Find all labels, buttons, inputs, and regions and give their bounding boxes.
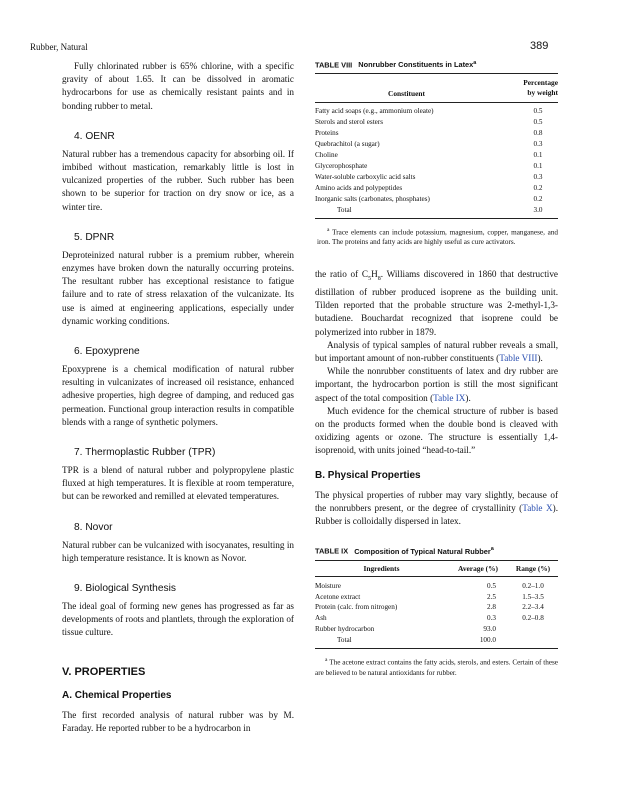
table-row	[315, 624, 558, 635]
table-ix-cell: 0.2–0.8	[522, 614, 544, 623]
table-viii-cell: 0.1	[533, 151, 543, 160]
heading-oenr: 4. OENR	[74, 130, 115, 142]
table-ix-footnote	[315, 655, 558, 678]
paragraph-epoxyprene: Epoxyprene is a chemical modification of natural rubber resulting in vulcanizates of increased oil resistance, enhanced adhesive properties, high degree of damping, and reduced gas permeation. Functional group interaction results in compatible blends with a range of synthetic polymers.	[62, 364, 294, 427]
table-viii-caption-mark: a	[473, 60, 477, 66]
table-viii-header-percentage	[498, 74, 558, 100]
table-viii-cell: Water-soluble carboxylic acid salts	[315, 172, 416, 181]
paragraph-analysis-text: Analysis of typical samples of natural rubber reveals a small, but important amount of non-rubber constituents (	[315, 339, 558, 363]
table-ix-caption	[315, 546, 558, 555]
paragraph-biological-synthesis: The ideal goal of forming new genes has progressed as far as developments of roots and plantlets, through the exploration of tissue culture.	[62, 601, 294, 638]
table-ix-cell: 2.2–3.4	[522, 603, 544, 612]
table-viii-header-percentage-line1: Percentage	[523, 78, 558, 88]
paragraph-ratio-text-2: . Williams discovered in 1860 that destructive distillation of rubber produced isoprene as the building unit. Tilden reported that the probable structure was 2-methyl-1,3-butadiene. Bouchardat recognized that isoprene could be polymerized into rubber in 1879.	[315, 268, 558, 337]
table-row	[315, 106, 558, 117]
table-viii-link[interactable]: Table VIII	[499, 352, 538, 363]
paragraph-chemical-properties: The first recorded analysis of natural rubber was by M. Faraday. He reported rubber to be a hydrocarbon in	[62, 709, 294, 733]
table-ix-header-ingredients: Ingredients	[363, 563, 400, 573]
table-row	[315, 613, 558, 624]
paragraph-physical-end: ). Rubber is colloidally dispersed in latex.	[315, 502, 558, 526]
table-viii-cell: 0.5	[533, 107, 543, 116]
table-ix-cell: 2.8	[487, 603, 496, 612]
left-column	[62, 60, 294, 735]
page-number: 389	[530, 40, 549, 52]
paragraph-structure: Much evidence for the chemical structure of rubber is based on the products formed when the double bond is cleaved with oxidizing agents or ozone. The structure is essentially 1,4-isoprenoid, with units joined “head-to-tail.”	[315, 405, 558, 456]
table-ix-total-label: Total	[337, 636, 352, 645]
table-row	[315, 172, 558, 183]
table-row	[315, 139, 558, 150]
table-viii-cell: 0.8	[533, 129, 543, 138]
table-total-row	[315, 205, 558, 216]
heading-physical-properties: B. Physical Properties	[315, 469, 421, 481]
table-viii-header-constituent: Constituent	[388, 89, 425, 99]
table-row	[315, 602, 558, 613]
paragraph-nonrubber	[315, 365, 558, 405]
paragraph-chlorinated: Fully chlorinated rubber is 65% chlorine, with a specific gravity of about 1.65. It can be dissolved in aromatic hydrocarbons for use as chemically resistant paints and in bonding rubber to metal.	[62, 61, 294, 111]
table-viii-cell: Amino acids and polypeptides	[315, 183, 403, 192]
table-ix-total-value: 100.0	[479, 636, 496, 645]
table-ix-grid	[315, 561, 558, 646]
heading-biological-synthesis: 9. Biological Synthesis	[74, 583, 176, 595]
table-row	[315, 194, 558, 205]
formula-h: H	[371, 268, 378, 279]
table-ix-link[interactable]: Table IX	[433, 392, 466, 403]
paragraph-ratio	[315, 268, 558, 339]
table-x-link[interactable]: Table X	[522, 502, 553, 513]
paragraph-nonrubber-text: While the nonrubber constituents of latex and dry rubber are important, the hydrocarbon portion is still the most significant aspect of the total composition (	[315, 366, 558, 403]
table-viii	[315, 60, 558, 248]
table-viii-footnote-text: Trace elements can include potassium, magnesium, copper, manganese, and iron. The proteins and fatty acids are highly useful as cure activators.	[317, 227, 559, 247]
table-ix-cell: Moisture	[315, 581, 341, 590]
formula-subscript: 5	[368, 275, 372, 282]
table-ix-cell: Ash	[315, 614, 327, 623]
table-viii-cell: Choline	[315, 151, 338, 160]
paragraph-ratio-text: the ratio of C	[315, 268, 369, 279]
table-ix-title: Composition of Typical Natural Rubber	[354, 546, 491, 556]
running-header: Rubber, Natural	[30, 42, 88, 52]
table-row	[315, 581, 558, 592]
table-ix-cell: 1.5–3.5	[522, 592, 544, 601]
table-ix	[315, 546, 558, 678]
right-column	[315, 60, 558, 679]
table-ix-number: TABLE IX	[315, 546, 349, 556]
table-viii-cell: 0.3	[533, 140, 543, 149]
heading-chemical-properties: A. Chemical Properties	[62, 689, 172, 701]
paragraph-analysis-end: ).	[537, 352, 543, 363]
table-ix-cell: 2.5	[487, 592, 496, 601]
heading-dpnr: 5. DPNR	[74, 231, 115, 243]
table-viii-cell: 0.5	[533, 118, 543, 127]
table-row	[315, 161, 558, 172]
table-ix-caption-mark: a	[490, 546, 494, 553]
table-ix-header-range: Range (%)	[515, 563, 551, 573]
paragraph-novor: Natural rubber can be vulcanized with isocyanates, resulting in high temperature resistance. It is known as Novor.	[62, 539, 294, 563]
table-row	[315, 592, 558, 603]
table-ix-cell: 93.0	[483, 625, 496, 634]
table-ix-footnote-mark: a	[325, 657, 328, 664]
heading-epoxyprene: 6. Epoxyprene	[74, 346, 140, 358]
table-viii-footnote-mark: a	[327, 226, 330, 233]
table-ix-header-average: Average (%)	[458, 563, 498, 573]
table-viii-number: TABLE VIII	[315, 60, 353, 70]
formula-subscript: 8	[377, 275, 381, 282]
table-viii-grid	[315, 74, 558, 215]
heading-tpr: 7. Thermoplastic Rubber (TPR)	[74, 447, 216, 459]
table-ix-footnote-text: The acetone extract contains the fatty acids, sterols, and esters. Certain of these are believed to be natural antioxidants for rubber.	[315, 658, 559, 677]
table-viii-cell: 0.2	[533, 194, 543, 203]
paragraph-dpnr: Deproteinized natural rubber is a premium rubber, wherein enzymes have broken down the naturally occurring proteins. The resultant rubber has exceptional resistance to fatigue failure and to rate of stress relaxation of the vulcanizate. Its use is aimed at engineering applications, especially under dynamic working conditions.	[62, 249, 294, 326]
table-viii-footnote	[315, 225, 558, 248]
table-ix-cell: Acetone extract	[315, 592, 361, 601]
table-ix-cell: 0.3	[487, 614, 496, 623]
table-viii-cell: Quebrachitol (a sugar)	[315, 140, 380, 149]
table-ix-cell: Rubber hydrocarbon	[315, 625, 375, 634]
table-viii-cell: Glycerophosphate	[315, 162, 368, 170]
table-viii-cell: Proteins	[315, 129, 339, 138]
table-row	[315, 150, 558, 161]
table-ix-cell	[508, 624, 558, 635]
heading-novor: 8. Novor	[74, 521, 113, 533]
table-viii-total-value: 3.0	[533, 205, 543, 214]
table-viii-total-label: Total	[337, 205, 352, 214]
table-row	[315, 183, 558, 194]
table-viii-cell: Inorganic salts (carbonates, phosphates)	[315, 194, 430, 203]
section-heading-properties: V. PROPERTIES	[62, 665, 146, 678]
table-viii-caption	[315, 60, 558, 69]
table-viii-cell: 0.3	[533, 172, 543, 181]
table-viii-cell: 0.1	[533, 162, 543, 170]
paragraph-analysis	[315, 339, 558, 365]
table-row	[315, 128, 558, 139]
paragraph-oenr: Natural rubber has a tremendous capacity for absorbing oil. If imbibed without mastication, remarkably little is lost in vulcanized properties of the rubber. Such rubber has been shown to be superior for traction on dry snow or ice, as a winter tire.	[62, 148, 294, 212]
paragraph-tpr: TPR is a blend of natural rubber and polypropylene plastic fluxed at high temperatures. It is flexible at room temperature, but can be reworked and remilled at elevated temperatures.	[62, 465, 294, 502]
table-viii-header-percentage-line2: by weight	[527, 88, 558, 98]
table-viii-cell: Sterols and sterol esters	[315, 118, 384, 127]
table-ix-cell: 0.5	[487, 581, 496, 590]
table-viii-title: Nonrubber Constituents in Latex	[358, 60, 474, 70]
table-ix-cell: Protein (calc. from nitrogen)	[315, 603, 398, 612]
table-total-row	[315, 635, 558, 646]
table-row	[315, 117, 558, 128]
table-viii-cell: Fatty acid soaps (e.g., ammonium oleate)	[315, 107, 434, 116]
paragraph-physical-properties	[315, 489, 558, 529]
table-ix-cell: 0.2–1.0	[522, 581, 544, 590]
paragraph-nonrubber-end: ).	[465, 392, 471, 403]
table-viii-cell: 0.2	[533, 183, 543, 192]
paragraph-physical-text: The physical properties of rubber may vary slightly, because of the nonrubbers present, or the degree of crystallinity (	[315, 489, 558, 513]
